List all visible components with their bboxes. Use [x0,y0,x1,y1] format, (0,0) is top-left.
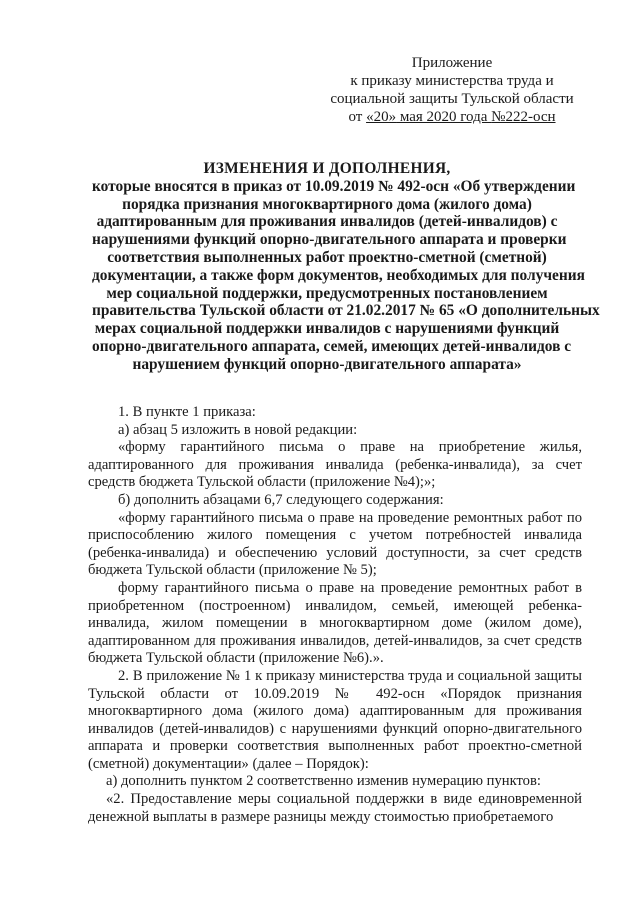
paragraph-2a-text: «2. Предоставление меры социальной поддержки в виде единовременной денежной выплаты в размере разницы между стоимостью приобретаемого [88,791,582,825]
paragraph-1b-text-2: форму гарантийного письма о праве на проведение ремонтных работ в приобретенном (построенном) инвалидом, семьей, имеющей ребенка-инвалида, жилом помещении в многоквартирном доме (жилом доме), адаптированном для проживания инвалидов, детей-инвалидов, за счет средств бюджета Тульской области (приложение №6).». [88,579,582,667]
appendix-line-4 [322,108,582,126]
appendix-line-2: к приказу министерства труда и [350,73,554,89]
appendix-header [322,54,582,126]
document-title [92,160,600,374]
appendix-line-3: социальной защиты Тульской области [330,91,574,107]
paragraph-1b-text-1: «форму гарантийного письма о праве на проведение ремонтных работ по приспособлению жилого помещения с учетом потребностей инвалида (ребенка-инвалида) и обеспечению условий доступности, за счет средств бюджета Тульской области (приложение № 5); [88,509,582,579]
appendix-month-year: мая 2020 года [396,109,492,125]
paragraph-2a: а) дополнить пунктом 2 соответственно изменив нумерацию пунктов: [106,773,541,790]
title-line: адаптированным для проживания инвалидов (детей-инвалидов) с [96,213,558,231]
paragraph-2: 2. В приложение № 1 к приказу министерства труда и социальной защиты Тульской области от 10.09.2019 № 492-осн «Порядок признания многоквартирного дома (жилого дома) адаптированным для проживания инвалидов (детей-инвалидов) с нарушениями функций опорно-двигательного аппарата и проверки соответствия выполненных работ проектно-сметной (сметной) документации» (далее – Порядок): [88,667,582,772]
title-line: мерах социальной поддержки инвалидов с нарушениями функций [94,320,560,338]
title-line: документации, а также форм документов, необходимых для получения [92,266,585,284]
title-line: опорно-двигательного аппарата, семей, имеющих детей-инвалидов с [92,337,572,355]
title-line: правительства Тульской области от 21.02.2017 № 65 «О дополнительных [92,302,600,320]
title-line: нарушением функций опорно-двигательного аппарата» [132,355,522,373]
appendix-day: «20» [366,109,397,125]
appendix-date-prefix: от [348,109,367,125]
appendix-number: №222-осн [491,109,556,125]
title-line: которые вносятся в приказ от 10.09.2019 № 492-осн «Об утверждении [92,177,576,195]
paragraph-1: 1. В пункте 1 приказа: [118,404,256,420]
title-line: порядка признания многоквартирного дома (жилого дома) [122,195,532,213]
title-line: мер социальной поддержки, предусмотренных постановлением [106,284,548,302]
appendix-line-1: Приложение [411,55,493,71]
paragraph-1a: а) абзац 5 изложить в новой редакции: [118,421,358,438]
title-heading: ИЗМЕНЕНИЯ И ДОПОЛНЕНИЯ, [203,160,451,177]
title-line: соответствия выполненных работ проектно-сметной (сметной) [107,248,547,266]
document-body [88,404,582,826]
paragraph-1b: б) дополнить абзацами 6,7 следующего содержания: [118,491,444,508]
paragraph-1a-text: «форму гарантийного письма о праве на приобретение жилья, адаптированного для проживания инвалида (ребенка-инвалида), за счет средств бюджета Тульской области (приложение №4);»; [88,439,582,491]
title-line: нарушениями функций опорно-двигательного аппарата и проверки [92,231,567,249]
